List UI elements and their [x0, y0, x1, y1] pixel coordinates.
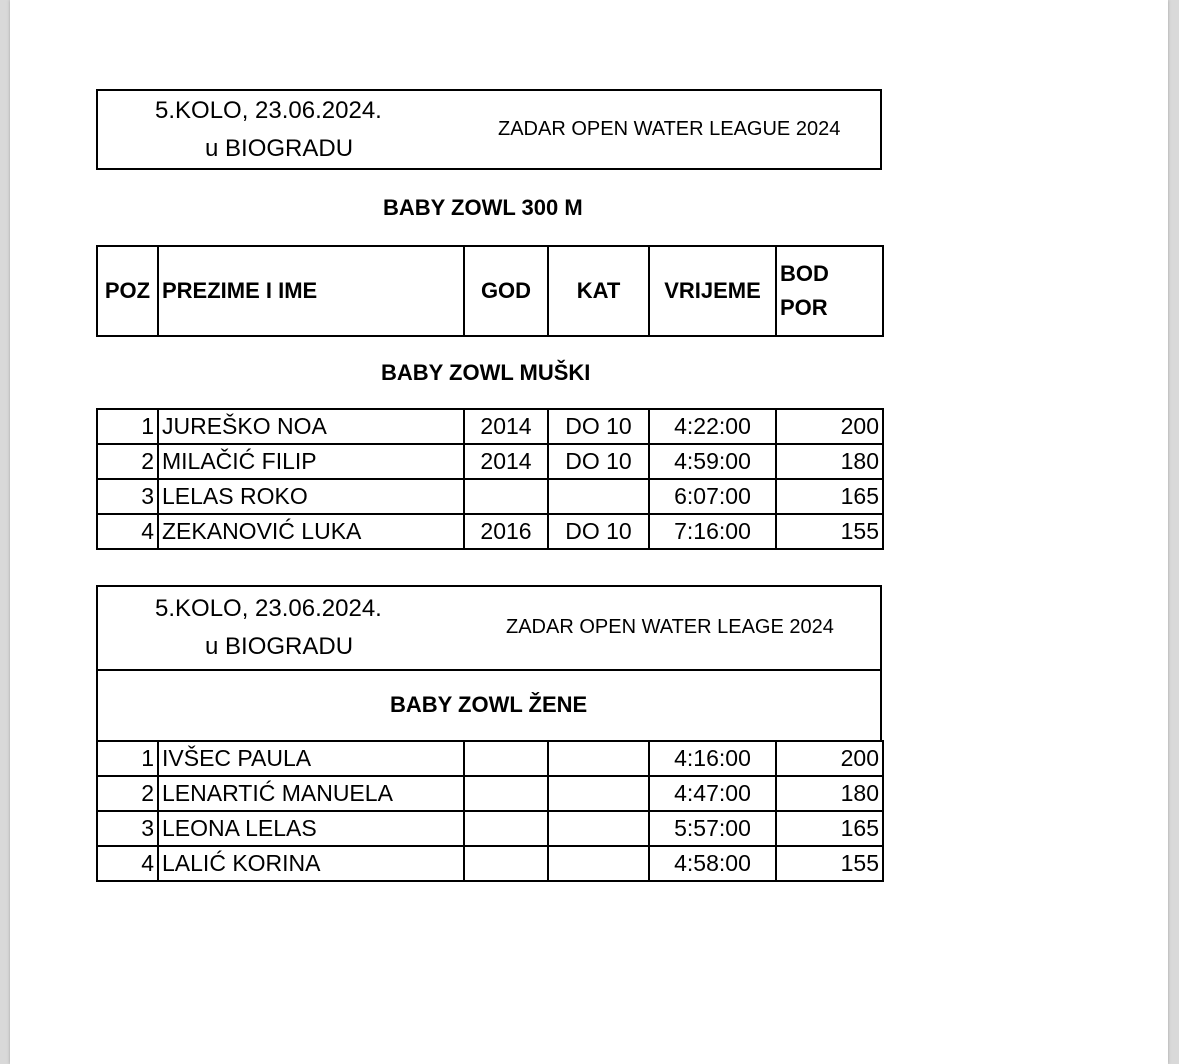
cell-god	[464, 479, 548, 514]
col-header-points	[776, 246, 883, 336]
cell-kat	[548, 776, 649, 811]
column-header-table	[96, 245, 884, 337]
table-row	[97, 741, 883, 776]
table-row	[97, 846, 883, 881]
round-location: u BIOGRADU	[205, 135, 354, 162]
cell-kat: DO 10	[548, 514, 649, 549]
table-row	[97, 514, 883, 549]
women-section-title: BABY ZOWL ŽENE	[390, 692, 588, 717]
col-header-kat: KAT	[548, 246, 649, 336]
cell-points: 165	[776, 479, 883, 514]
cell-poz: 4	[97, 846, 158, 881]
round-date: 5.KOLO, 23.06.2024.	[155, 97, 382, 124]
col-header-time: VRIJEME	[649, 246, 776, 336]
table-row	[97, 811, 883, 846]
col-header-name: PREZIME I IME	[158, 246, 464, 336]
table-row	[97, 444, 883, 479]
cell-poz: 3	[97, 479, 158, 514]
men-results-table	[96, 408, 884, 550]
cell-kat: DO 10	[548, 409, 649, 444]
cell-name: LALIĆ KORINA	[158, 846, 464, 881]
cell-points: 200	[776, 741, 883, 776]
cell-god	[464, 846, 548, 881]
cell-time: 7:16:00	[649, 514, 776, 549]
cell-name: LELAS ROKO	[158, 479, 464, 514]
col-header-points-line2: POR	[780, 295, 828, 320]
cell-god	[464, 741, 548, 776]
cell-god: 2016	[464, 514, 548, 549]
table-row	[97, 479, 883, 514]
league-title-2: ZADAR OPEN WATER LEAGE 2024	[506, 616, 834, 638]
cell-god	[464, 776, 548, 811]
cell-points: 155	[776, 846, 883, 881]
cell-time: 5:57:00	[649, 811, 776, 846]
cell-name: ZEKANOVIĆ LUKA	[158, 514, 464, 549]
cell-time: 4:47:00	[649, 776, 776, 811]
cell-time: 6:07:00	[649, 479, 776, 514]
cell-poz: 2	[97, 444, 158, 479]
cell-points: 155	[776, 514, 883, 549]
col-header-god: GOD	[464, 246, 548, 336]
cell-kat	[548, 479, 649, 514]
cell-name: LEONA LELAS	[158, 811, 464, 846]
cell-points: 165	[776, 811, 883, 846]
table-row	[97, 776, 883, 811]
cell-god: 2014	[464, 409, 548, 444]
women-results-table	[96, 740, 884, 882]
cell-points: 200	[776, 409, 883, 444]
cell-time: 4:59:00	[649, 444, 776, 479]
table-row	[97, 409, 883, 444]
round-date-2: 5.KOLO, 23.06.2024.	[155, 595, 382, 622]
cell-time: 4:16:00	[649, 741, 776, 776]
cell-poz: 1	[97, 741, 158, 776]
cell-name: MILAČIĆ FILIP	[158, 444, 464, 479]
col-header-points-line1: BOD	[780, 261, 829, 286]
cell-kat: DO 10	[548, 444, 649, 479]
cell-time: 4:58:00	[649, 846, 776, 881]
cell-name: LENARTIĆ MANUELA	[158, 776, 464, 811]
cell-god	[464, 811, 548, 846]
men-section-title: BABY ZOWL MUŠKI	[381, 360, 591, 385]
document-page	[10, 0, 1168, 1064]
cell-poz: 2	[97, 776, 158, 811]
cell-time: 4:22:00	[649, 409, 776, 444]
cell-points: 180	[776, 444, 883, 479]
cell-poz: 3	[97, 811, 158, 846]
cell-name: IVŠEC PAULA	[158, 741, 464, 776]
cell-god: 2014	[464, 444, 548, 479]
league-title: ZADAR OPEN WATER LEAGUE 2024	[498, 118, 841, 140]
cell-poz: 1	[97, 409, 158, 444]
event-title: BABY ZOWL 300 M	[383, 195, 583, 220]
round-location-2: u BIOGRADU	[205, 633, 354, 660]
cell-points: 180	[776, 776, 883, 811]
cell-kat	[548, 811, 649, 846]
cell-kat	[548, 846, 649, 881]
cell-kat	[548, 741, 649, 776]
cell-name: JUREŠKO NOA	[158, 409, 464, 444]
col-header-poz: POZ	[97, 246, 158, 336]
cell-poz: 4	[97, 514, 158, 549]
